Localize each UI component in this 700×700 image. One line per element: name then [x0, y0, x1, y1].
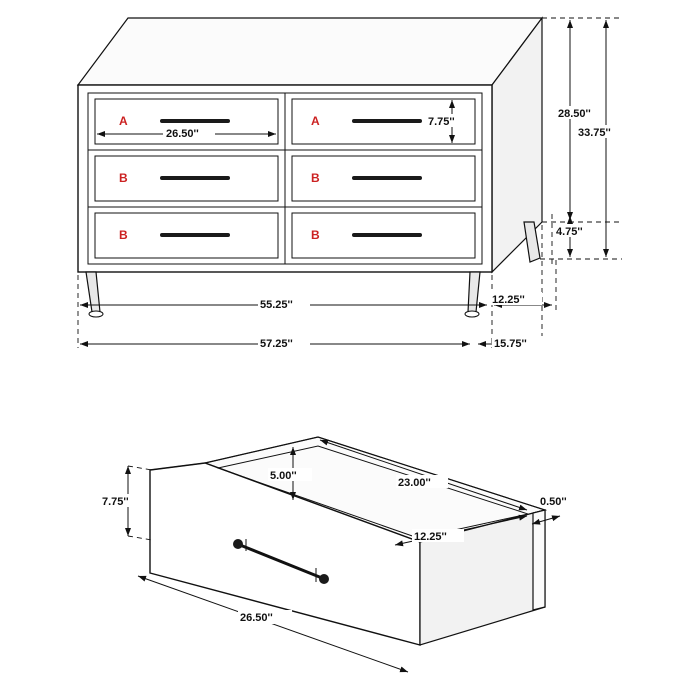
- figure-dresser: [78, 18, 626, 350]
- drawer-label-top-right: A: [311, 114, 320, 128]
- leg-front-left: [86, 272, 100, 312]
- ext-drawer-bottom: [128, 536, 152, 540]
- leg-rear-right: [524, 222, 540, 262]
- drawer-label-middle-right: B: [311, 171, 320, 185]
- dim-label-7-75-top: 7.75'': [428, 116, 455, 128]
- dim-label-26-50-top: 26.50'': [166, 128, 199, 140]
- dim-label-33-75: 33.75'': [578, 127, 611, 139]
- dim-label-5-00: 5.00'': [270, 470, 297, 482]
- drawer-label-top-left: A: [119, 114, 128, 128]
- dim-label-15-75: 15.75'': [494, 338, 527, 350]
- drawer-wall-thickness: [533, 510, 545, 610]
- leg-front-right: [468, 272, 480, 312]
- dim-label-23-00: 23.00'': [398, 477, 431, 489]
- dim-label-28-50: 28.50'': [558, 108, 591, 120]
- dim-label-4-75: 4.75'': [556, 226, 583, 238]
- dim-label-12-25-cabinet: 12.25'': [492, 294, 525, 306]
- dim-label-0-50: 0.50'': [540, 496, 567, 508]
- dim-label-55-25: 55.25'': [260, 299, 293, 311]
- drawer-label-bottom-left: B: [119, 228, 128, 242]
- ext-drawer-top: [128, 466, 152, 470]
- figure-drawer-detail: [100, 437, 582, 672]
- dresser-top-surface: [78, 18, 542, 85]
- dim-label-26-50-detail: 26.50'': [240, 612, 273, 624]
- drawer-label-middle-left: B: [119, 171, 128, 185]
- leg-foot-left: [89, 311, 103, 317]
- drawer-label-bottom-right: B: [311, 228, 320, 242]
- dim-label-57-25: 57.25'': [260, 338, 293, 350]
- dim-label-7-75-detail: 7.75'': [102, 496, 129, 508]
- leg-foot-right: [465, 311, 479, 317]
- dim-label-12-25-detail: 12.25'': [414, 531, 447, 543]
